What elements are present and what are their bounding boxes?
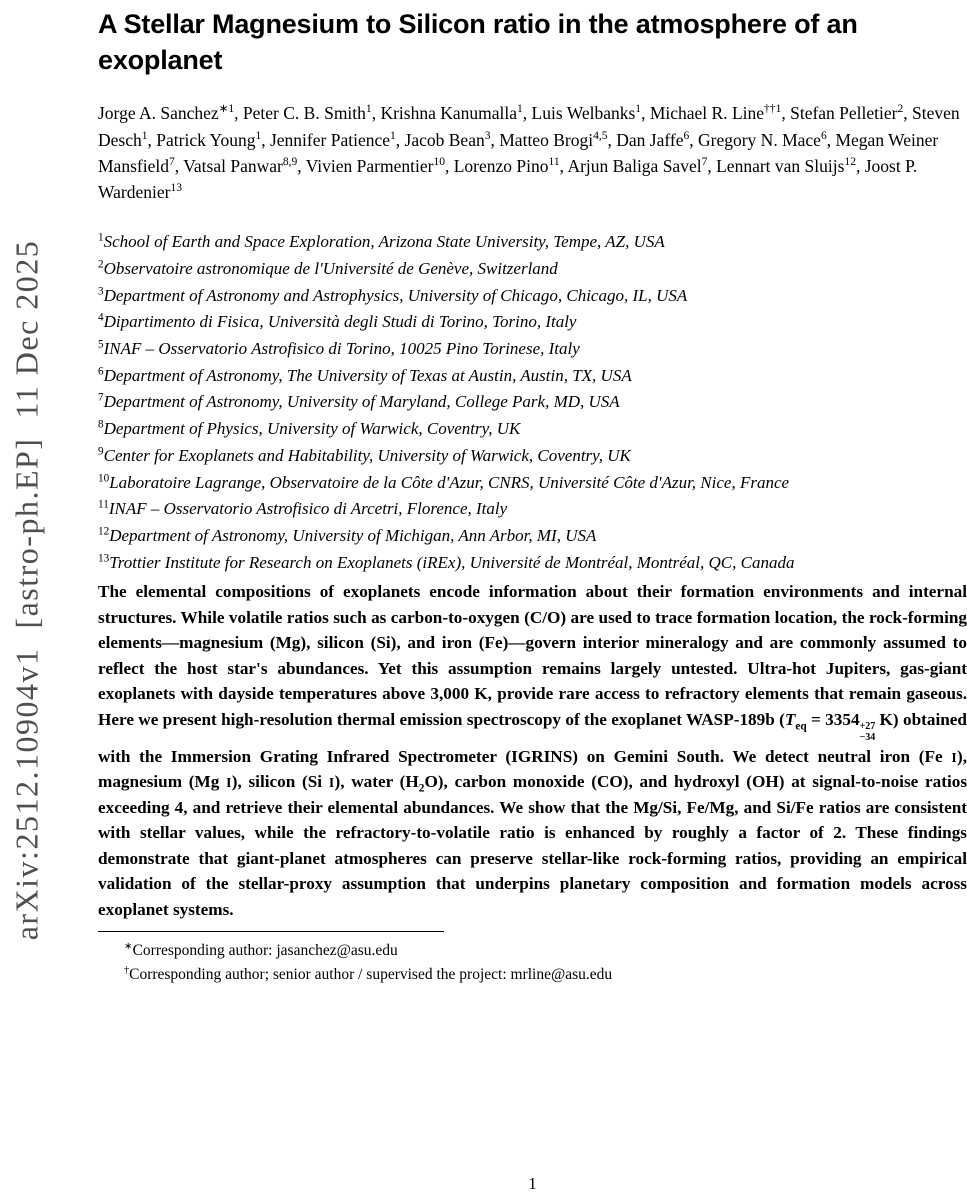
- author-name: Dan Jaffe: [616, 129, 684, 150]
- affiliation-number: 12: [98, 525, 110, 538]
- author-name: Steven Desch: [98, 103, 960, 150]
- abstract-text-segment: ), silicon (Si: [231, 772, 329, 792]
- author-affiliation-marker: 2: [897, 103, 904, 116]
- affiliation-item: [98, 309, 967, 336]
- abstract-text-segment: K) obtained with the Immersion Grating Infrared Spectrometer (IGRINS) on Gemini South. We detect neutral iron (Fe: [98, 709, 967, 766]
- page-number: 1: [528, 1174, 537, 1193]
- author-affiliation-marker: 1: [365, 103, 372, 116]
- author-list: Jorge A. Sanchez$^{∗1}$, Peter C. B. Smith$^1$, Krishna Kanumalla$^1$, Luis Welbanks$^1$, Michael R. Line$^{\dagger\dagger 1}$, Stefan Pelletier$^2$, Steven Desch$^1$, Patrick Young$^1$, Jennifer Patience$^1$, Jacob Bean$^3$, Matteo Brogi$^{4,5}$, Dan Jaffe$^6$, Gregory N. Mace$^6$, Megan Weiner Mansfield$^7$, Vatsal Panwar$^{8,9}$, Vivien Parmentier$^{10}$, Lorenzo Pino$^{11}$, Arjun Baliga Savel$^7$, Lennart van Sluijs$^{12}$, Joost P. Wardenier$^{13}$: [98, 103, 960, 203]
- author-affiliation-marker: 7: [701, 156, 708, 169]
- author-affiliation-marker: 4,5: [593, 129, 608, 142]
- affiliation-text: Observatoire astronomique de l'Université de Genève, Switzerland: [103, 259, 558, 279]
- affiliation-text: Trottier Institute for Research on Exoplanets (iREx), Université de Montréal, Montréal, QC, Canada: [109, 552, 795, 572]
- abstract-text-segment: 2: [418, 782, 425, 795]
- abstract-text-segment: eq: [795, 720, 807, 733]
- affiliation-number: 9: [98, 445, 104, 458]
- author-affiliation-marker: 1: [635, 103, 642, 116]
- abstract-text-segment: = 3354: [806, 709, 860, 729]
- footnote-divider: [98, 931, 444, 932]
- author-affiliation-marker: 11: [548, 156, 560, 169]
- affiliation-number: 6: [98, 365, 104, 378]
- abstract-text-segment: I: [328, 775, 335, 791]
- author-name: Gregory N. Mace: [698, 129, 821, 150]
- email-link[interactable]: mrline@asu.edu: [510, 965, 613, 983]
- author-name: Krishna Kanumalla: [380, 103, 517, 124]
- affiliation-item: [98, 283, 967, 310]
- author-affiliation-marker: ∗1: [218, 103, 235, 116]
- affiliation-number: 1: [98, 231, 104, 244]
- footnote-item: [98, 963, 967, 986]
- author-affiliation-marker: 3: [484, 129, 491, 142]
- author-affiliation-marker: 1: [255, 129, 262, 142]
- affiliation-item: [98, 336, 967, 363]
- author-name: Lennart van Sluijs: [716, 155, 845, 176]
- footnote-text: Corresponding author:: [132, 942, 277, 960]
- affiliation-item: [98, 363, 967, 390]
- author-name: Luis Welbanks: [531, 103, 636, 124]
- affiliation-number: 13: [98, 551, 110, 564]
- footnote-text: Corresponding author; senior author / supervised the project:: [129, 965, 511, 983]
- affiliation-text: INAF – Osservatorio Astrofisico di Torino, 10025 Pino Torinese, Italy: [103, 339, 580, 359]
- author-affiliation-marker: 7: [168, 156, 175, 169]
- affiliation-item: [98, 496, 967, 523]
- affiliation-item: [98, 443, 967, 470]
- author-name: Vatsal Panwar: [183, 155, 283, 176]
- affiliation-item: [98, 416, 967, 443]
- abstract-text-segment: I: [226, 775, 232, 791]
- footnote-marker: ∗: [124, 941, 133, 953]
- author-affiliation-marker: 13: [170, 182, 182, 195]
- author-name: Jennifer Patience: [269, 129, 390, 150]
- author-name: Jorge A. Sanchez: [98, 103, 219, 124]
- affiliation-text: Center for Exoplanets and Habitability, University of Warwick, Coventry, UK: [103, 445, 631, 465]
- arxiv-watermark: arXiv:2512.10904v1 [astro-ph.EP] 11 Dec 2025: [8, 239, 45, 941]
- affiliation-item: [98, 523, 967, 550]
- footnote-item: [98, 939, 967, 962]
- paper-title: A Stellar Magnesium to Silicon ratio in the atmosphere of an exoplanet: [98, 9, 858, 76]
- author-affiliation-marker: 12: [844, 156, 856, 169]
- author-name: Peter C. B. Smith: [242, 103, 366, 124]
- author-name: Joost P. Wardenier: [98, 155, 918, 203]
- footnote-marker: †: [124, 964, 130, 976]
- affiliation-text: Laboratoire Lagrange, Observatoire de la Côte d'Azur, CNRS, Université Côte d'Azur, Nice, France: [109, 472, 790, 492]
- author-affiliation-marker: 6: [820, 129, 827, 142]
- stack-bottom: −34: [859, 731, 876, 743]
- math-superscript-stack: [860, 722, 876, 744]
- author-affiliation-marker: 6: [683, 129, 690, 142]
- affiliation-text: Department of Astronomy and Astrophysics, University of Chicago, Chicago, IL, USA: [103, 285, 688, 305]
- affiliation-number: 2: [98, 258, 104, 271]
- affiliation-number: 7: [98, 391, 104, 404]
- abstract-text-segment: The elemental compositions of exoplanets encode information about their formation environments and internal structures. While volatile ratios such as carbon-to-oxygen (C/O) are used to trace formation location, the rock-forming elements—magnesium (Mg), silicon (Si), and iron (Fe)—govern interior mineralogy and are commonly assumed to reflect the host star's abundances. Yet this assumption remains largely untested. Ultra-hot Jupiters, gas-giant exoplanets with dayside temperatures above 3,000 K, provide rare access to refractory elements that remain gaseous. Here we present high-resolution thermal emission spectroscopy of the exoplanet WASP-189b (: [98, 582, 967, 729]
- affiliation-item: [98, 256, 967, 283]
- affiliation-item: [98, 389, 967, 416]
- author-affiliation-marker: 1: [517, 103, 523, 116]
- email-link[interactable]: jasanchez@asu.edu: [276, 942, 398, 960]
- content-column: [98, 0, 967, 1200]
- author-affiliation-marker: 1: [390, 129, 396, 142]
- author-name: Arjun Baliga Savel: [567, 155, 702, 176]
- affiliation-number: 10: [98, 471, 110, 484]
- affiliation-number: 4: [98, 311, 104, 324]
- author-name: Megan Weiner Mansfield: [98, 129, 939, 176]
- author-name: Patrick Young: [156, 129, 256, 150]
- author-affiliation-marker: 10: [433, 156, 445, 169]
- author-affiliation-marker: 8,9: [282, 156, 298, 169]
- stack-top: +27: [859, 721, 876, 733]
- footnote-list: [98, 939, 967, 986]
- affiliation-text: Department of Physics, University of Warwick, Coventry, UK: [103, 419, 521, 439]
- author-name: Michael R. Line: [649, 103, 765, 124]
- affiliation-text: Dipartimento di Fisica, Università degli Studi di Torino, Torino, Italy: [103, 312, 577, 332]
- affiliation-text: Department of Astronomy, University of Michigan, Ann Arbor, MI, USA: [109, 525, 597, 545]
- author-name: Lorenzo Pino: [453, 155, 549, 176]
- affiliation-item: [98, 550, 967, 577]
- author-affiliation-marker: ††1: [764, 103, 782, 116]
- abstract-text-segment: ), magnesium (Mg: [98, 746, 967, 792]
- affiliation-text: Department of Astronomy, University of Maryland, College Park, MD, USA: [103, 392, 620, 412]
- affiliation-list: [98, 229, 967, 576]
- abstract-text-segment: ), water (H: [334, 772, 419, 792]
- affiliation-number: 3: [98, 285, 104, 298]
- author-name: Jacob Bean: [404, 129, 485, 150]
- abstract-text-segment: I: [951, 749, 957, 765]
- affiliation-text: School of Earth and Space Exploration, Arizona State University, Tempe, AZ, USA: [103, 232, 665, 252]
- author-affiliation-marker: 1: [141, 129, 148, 142]
- affiliation-text: INAF – Osservatorio Astrofisico di Arcetri, Florence, Italy: [108, 499, 508, 519]
- affiliation-number: 5: [98, 338, 104, 351]
- affiliation-number: 11: [98, 498, 109, 511]
- affiliation-text: Department of Astronomy, The University of Texas at Austin, Austin, TX, USA: [103, 365, 632, 385]
- abstract-text-segment: T: [784, 709, 796, 729]
- affiliation-number: 8: [98, 418, 104, 431]
- author-name: Stefan Pelletier: [790, 103, 898, 124]
- author-name: Vivien Parmentier: [305, 155, 434, 176]
- affiliation-item: [98, 229, 967, 256]
- abstract-text-segment: O), carbon monoxide (CO), and hydroxyl (OH) at signal-to-noise ratios exceeding 4, and retrieve their elemental abundances. We show that the Mg/Si, Fe/Mg, and Si/Fe ratios are consistent with stellar values, while the refractory-to-volatile ratio is enhanced by roughly a factor of 2. These findings demonstrate that giant-planet atmospheres can preserve stellar-like rock-forming ratios, providing an empirical validation of the stellar-proxy assumption that underpins planetary composition and formation models across exoplanet systems.: [98, 772, 967, 919]
- abstract-paragraph: [98, 579, 967, 922]
- author-name: Matteo Brogi: [499, 129, 594, 150]
- affiliation-item: [98, 470, 967, 497]
